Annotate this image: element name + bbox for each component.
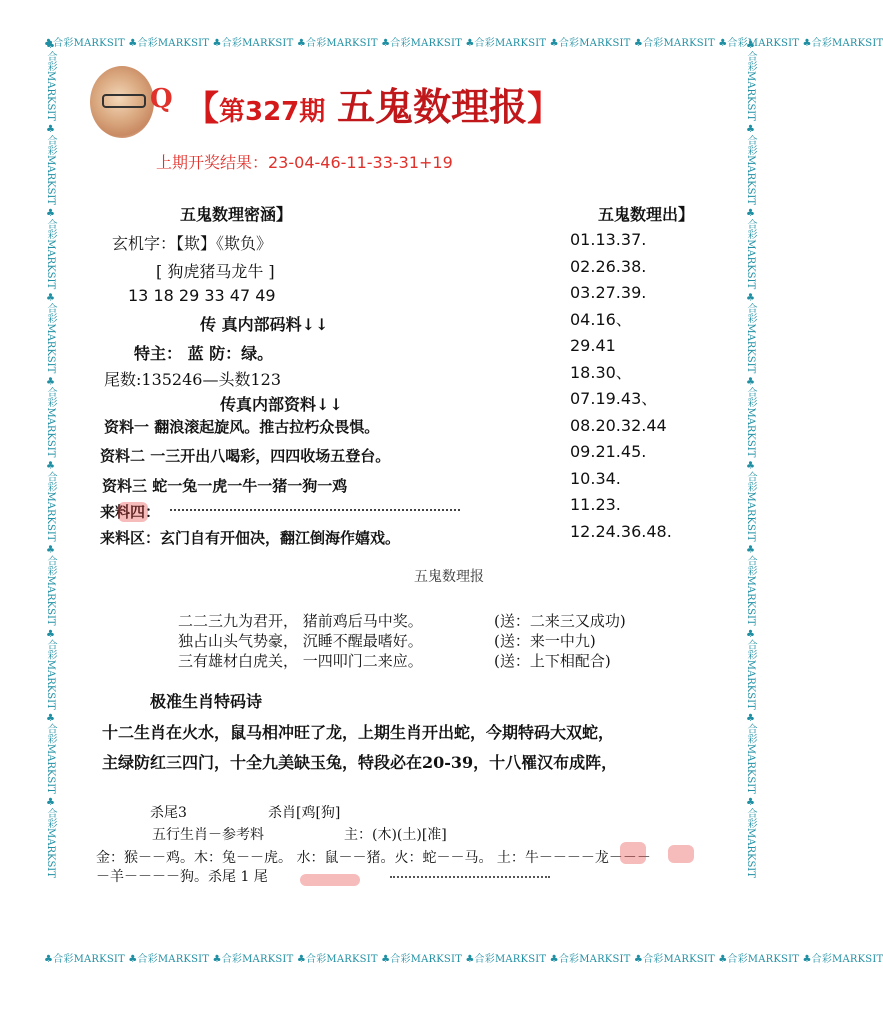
- fax1-line: 传 真内部码料↓↓: [200, 315, 329, 334]
- blurred-text: [390, 876, 550, 883]
- red-smear: [300, 874, 360, 886]
- red-smear: [668, 845, 694, 863]
- info4-line: 来料四：: [100, 503, 161, 521]
- number-row: 11.23.: [570, 495, 621, 514]
- number-row: 09.21.45.: [570, 442, 647, 461]
- info2-line: 资料二 一三开出八喝彩，四四收场五登台。: [100, 447, 391, 465]
- wuxing-line1: 金：猴－－鸡。木：兔－－虎。 水：鼠－－猪。火：蛇－－马。 土：牛－－－－龙－－－: [96, 850, 651, 866]
- gift-line: (送：上下相配合): [494, 652, 611, 670]
- avatar: [90, 66, 154, 138]
- number-row: 29.41: [570, 336, 616, 355]
- poem-line: 独占山头气势豪， 沉睡不醒最嗜好。: [178, 632, 423, 650]
- red-smear: [620, 842, 646, 864]
- title-q: Q: [150, 84, 173, 114]
- bracket-open: 【: [185, 89, 219, 129]
- poem-line: 三有雄材白虎关， 一四叩门二来应。: [178, 652, 423, 670]
- left-heading: 五鬼数理密涵】: [180, 205, 293, 224]
- info3-line: 资料三 蛇一兔一虎一牛一猪一狗一鸡: [102, 477, 348, 495]
- number-row: 04.16、: [570, 309, 632, 329]
- last-result: 上期开奖结果：23-04-46-11-33-31+19: [156, 153, 453, 172]
- number-list: [570, 227, 672, 545]
- issue-number: 第327期: [219, 97, 326, 127]
- zodiac-line: [ 狗虎猪马龙牛 ]: [156, 262, 275, 281]
- bracket-close: 】: [527, 89, 562, 129]
- blurred-text: [170, 509, 460, 516]
- watermark-left: ♣合彩MARKSIT ♣合彩MARKSIT ♣合彩MARKSIT ♣合彩MARKSIT ♣合彩MARKSIT ♣合彩MARKSIT ♣合彩MARKSIT ♣合彩MARKSIT ♣合彩MARKSIT ♣合彩MARKSIT: [45, 40, 56, 878]
- info1-line: 资料一 翻浪滚起旋风。推古拉朽众畏惧。: [104, 418, 380, 436]
- zodiac-poem-line1: 十二生肖在火水，鼠马相冲旺了龙，上期生肖开出蛇，今期特码大双蛇，: [102, 723, 615, 742]
- red-smear: [118, 502, 148, 522]
- right-heading: 五鬼数理出】: [598, 205, 695, 224]
- number-row: 01.13.37.: [570, 230, 647, 249]
- kill-zodiac: 杀肖[鸡[狗]: [268, 805, 341, 821]
- poem-gifts: [494, 611, 626, 671]
- watermark-bottom: ♣合彩MARKSIT ♣合彩MARKSIT ♣合彩MARKSIT ♣合彩MARKSIT ♣合彩MARKSIT ♣合彩MARKSIT ♣合彩MARKSIT ♣合彩MARKSIT ♣合彩MARKSIT ♣合彩MARKSIT: [44, 954, 883, 965]
- number-row: 12.24.36.48.: [570, 521, 672, 541]
- paper-name: 五鬼数理报: [337, 84, 528, 129]
- number-row: 18.30、: [570, 362, 632, 382]
- number-row: 07.19.43、: [570, 389, 658, 408]
- kill-tail: 杀尾3: [150, 805, 187, 821]
- number-row: 03.27.39.: [570, 283, 647, 302]
- number-row: 10.34.: [570, 468, 621, 488]
- xuanji-line: 玄机字：【欺】《欺负》: [112, 234, 273, 253]
- glasses-icon: [102, 94, 146, 108]
- tezhu-line: 特主： 蓝 防：绿。: [134, 344, 274, 363]
- weishu-line: 尾数:135246—头数123: [104, 370, 282, 389]
- zodiac-poem-line2: 主绿防红三四门，十全九美缺玉兔，特段必在20-39，十八罹汉布成阵，: [102, 753, 618, 772]
- fax2-line: 传真内部资料↓↓: [220, 395, 343, 414]
- gift-line: (送：来一中九): [494, 632, 596, 650]
- sub-title: 五鬼数理报: [414, 569, 484, 585]
- poem-line: 二二三九为君开， 猪前鸡后马中奖。: [178, 612, 423, 630]
- number-row: 02.26.38.: [570, 256, 647, 276]
- wuxing-line2: －羊－－－－狗。杀尾 1 尾: [96, 869, 268, 885]
- info5-line: 来料区：玄门自有开佃决，翻江倒海作嬉戏。: [100, 529, 401, 547]
- numbers-line: 13 18 29 33 47 49: [128, 286, 276, 305]
- poem-lines: [178, 611, 423, 671]
- wuxing-title: 五行生肖－参考料: [152, 827, 264, 843]
- watermark-top: ♣合彩MARKSIT ♣合彩MARKSIT ♣合彩MARKSIT ♣合彩MARKSIT ♣合彩MARKSIT ♣合彩MARKSIT ♣合彩MARKSIT ♣合彩MARKSIT ♣合彩MARKSIT ♣合彩MARKSIT: [44, 38, 883, 49]
- watermark-right: ♣合彩MARKSIT ♣合彩MARKSIT ♣合彩MARKSIT ♣合彩MARKSIT ♣合彩MARKSIT ♣合彩MARKSIT ♣合彩MARKSIT ♣合彩MARKSIT ♣合彩MARKSIT ♣合彩MARKSIT: [745, 40, 756, 878]
- page-title: [185, 76, 561, 131]
- number-row: 08.20.32.44: [570, 415, 667, 435]
- zodiac-poem-title: 极准生肖特码诗: [150, 692, 263, 711]
- wuxing-main: 主：(木)(土)[准]: [344, 827, 447, 843]
- gift-line: (送：二来三又成功): [494, 612, 626, 630]
